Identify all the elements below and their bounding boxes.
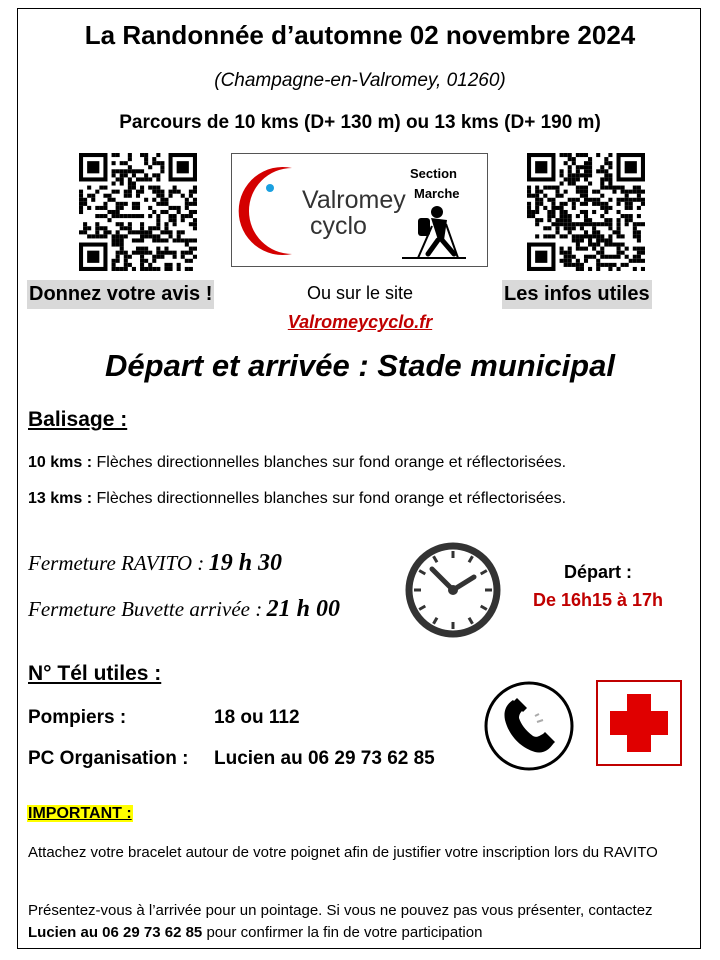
page-title: La Randonnée d’automne 02 novembre 2024 [84,20,636,50]
phone-row-value: Lucien au 06 29 73 62 85 [214,748,435,769]
site-label: Ou sur le site [306,283,414,303]
balisage-row-text: Flèches directionnelles blanches sur fond orange et réflectorisées. [96,454,567,471]
qr-code-info[interactable] [527,153,645,271]
paragraph-text: pour confirmer la fin de votre participation [202,924,483,941]
logo-crescent [239,167,292,255]
phone-icon [483,680,575,777]
first-aid-cross-icon [596,680,682,766]
logo-section-line1: Section [410,166,457,181]
buvette-label: Fermeture Buvette arrivée : [28,597,263,621]
departure-time: De 16h15 à 17h [532,590,664,610]
buvette-closing [28,596,340,623]
paragraph-text: Présentez-vous à l’arrivée pour un pointage. Si vous ne pouvez pas vous présenter, contactez [28,902,653,919]
balisage-row [28,454,566,472]
qr-code-image [527,153,645,271]
logo-section-line2: Marche [414,186,460,201]
hiker-icon [402,206,466,258]
routes-line: Parcours de 10 kms (D+ 130 m) ou 13 kms (D+ 190 m) [119,112,601,133]
buvette-time: 21 h 00 [266,596,341,622]
ravito-label: Fermeture RAVITO : [28,551,205,575]
important-paragraph-2 [28,900,698,944]
logo-dot [266,184,274,192]
ravito-time: 19 h 30 [208,550,283,576]
phone-row-label: PC Organisation : [28,748,189,769]
contact-highlight: Lucien au 06 29 73 62 85 [28,924,203,941]
phone-row-value: 18 ou 112 [214,707,300,728]
feedback-label: Donnez votre avis ! [27,280,214,309]
departure-heading: Départ et arrivée : Stade municipal [105,348,615,383]
balisage-heading: Balisage : [28,408,128,431]
qr-code-feedback[interactable] [79,153,197,271]
balisage-row-key: 13 kms : [28,490,93,507]
site-link[interactable]: Valromeycyclo.fr [287,312,433,332]
clock-icon [404,541,502,644]
balisage-row [28,490,566,508]
qr-code-image [79,153,197,271]
important-paragraph-1: Attachez votre bracelet autour de votre poignet afin de justifier votre inscription lors du RAVITO [28,844,658,861]
departure-label: Départ : [563,562,632,582]
logo-word-bottom: cyclo [310,212,367,240]
info-label: Les infos utiles [502,280,652,309]
important-label-wrap [27,805,133,823]
balisage-row-text: Flèches directionnelles blanches sur fond orange et réflectorisées. [96,490,567,507]
location-subtitle: (Champagne-en-Valromey, 01260) [214,70,506,91]
phones-heading: N° Tél utiles : [28,662,162,685]
logo-word-top: Valromey [302,186,406,214]
phone-row-label: Pompiers : [28,707,127,728]
ravito-closing [28,550,282,577]
important-label: IMPORTANT : [28,805,132,822]
balisage-row-key: 10 kms : [28,454,93,471]
club-logo [231,153,488,267]
